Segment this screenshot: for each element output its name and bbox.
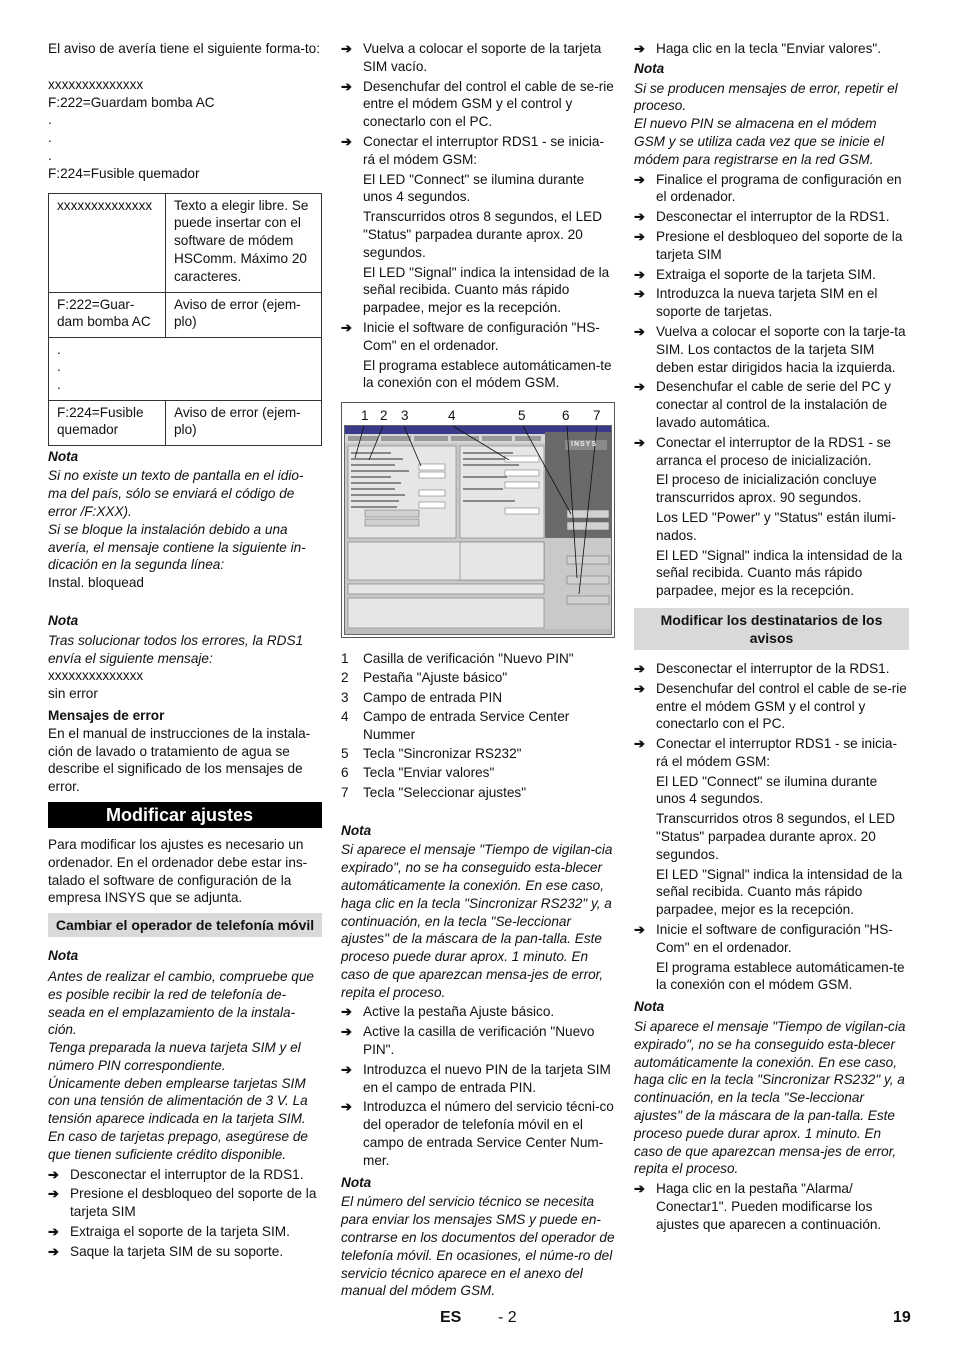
indented-text: El LED "Signal" indica la intensidad de la señal recibida. Cuanto más rápido parpadee, mejor es la recepción. [656, 866, 903, 918]
step-item [634, 735, 909, 771]
note-text: Únicamente deben emplearse tarjetas SIM con una tensión de alimentación de 3 V. La tensión aparece indicada en la tarjeta SIM. En caso de tarjetas prepago, asegúrese de que tienen suficiente crédito disponible. [48, 1075, 308, 1162]
table-row [49, 337, 322, 400]
step-text: Desenchufar del control el cable de se-rie entre el módem GSM y el control y conectarlo con el PC. [363, 78, 614, 130]
table-cell-key: . . . [49, 337, 322, 400]
format-line: F:224=Fusible quemador [48, 165, 200, 181]
software-window-drawing [345, 426, 612, 635]
arrow-icon: ➔ [341, 41, 352, 56]
intro-text: El aviso de avería tiene el siguiente forma-to: [48, 41, 321, 56]
section-intro: Para modificar los ajustes es necesario un ordenador. En el ordenador debe estar ins-talado el software de configuración de la empresa INSYS que se adjunta. [48, 836, 308, 906]
arrow-icon: ➔ [634, 228, 645, 244]
step-text: Vuelva a colocar el soporte de la tarjeta SIM vacío. [363, 41, 602, 74]
format-line: . [48, 147, 52, 163]
table-row [49, 292, 322, 337]
arrow-icon: ➔ [341, 1024, 352, 1040]
table-cell-desc: Aviso de error (ejem-plo) [166, 400, 322, 445]
table-cell-key: F:222=Guar-dam bomba AC [49, 292, 166, 337]
legend-text: Campo de entrada PIN [363, 689, 503, 705]
note-text: Si aparece el mensaje "Tiempo de vigilan-cia expirado", no se ha conseguido esta-blecer automáticamente la conexión. En ese caso, haga clic en la tecla "Sincronizar RS232" y, a continuación, en la tecla "Se-leccionar ajustes" de la máscara de la pan-talla. Este proceso puede durar aprox. 1 minuto. En caso de que aparezcan mensa-jes de error, repita el proceso. [341, 842, 613, 1000]
legend-number: 2 [341, 670, 349, 686]
table-cell-desc: Aviso de error (ejem-plo) [166, 292, 322, 337]
step-item [341, 1023, 615, 1059]
indented-text: El LED "Connect" se ilumina durante unos 4 segundos. [363, 171, 585, 205]
step-item [634, 208, 909, 226]
legend-number: 6 [341, 765, 349, 781]
error-format-table [48, 193, 322, 446]
step-text: Haga clic en la tecla "Enviar valores". [656, 41, 881, 56]
subsection-title: Modificar los destinatarios de los avisos [634, 608, 909, 650]
arrow-icon: ➔ [634, 323, 645, 339]
legend-item [341, 784, 615, 802]
column-3 [634, 40, 909, 1234]
note-plain-text: sin error [48, 686, 98, 702]
step-text: Introduzca el nuevo PIN de la tarjeta SIM en el campo de entrada PIN. [363, 1061, 611, 1095]
indented-text: El programa establece automáticamen-te la conexión con el módem GSM. [656, 959, 905, 993]
note-text: El número del servicio técnico se necesita para enviar los mensajes SMS y puede en-contrarse en los documentos del operador de telefonía móvil. En ocasiones, el núme-ro del servicio técnico aparece en el anexo del manual del módem GSM. [341, 1194, 615, 1299]
legend-text: Tecla "Sincronizar RS232" [363, 746, 522, 762]
arrow-icon: ➔ [634, 434, 645, 450]
legend-number: 4 [341, 709, 349, 725]
step-item [341, 133, 615, 169]
note-plain-text: Instal. bloquead [48, 575, 144, 591]
step-text: Introduzca el número del servicio técni-co del operador de telefonía móvil en el campo de entrada Service Center Num-mer. [363, 1099, 614, 1168]
note-text: Si aparece el mensaje "Tiempo de vigilan-cia expirado", no se ha conseguido esta-blecer automáticamente la conexión. En ese caso, haga clic en la tecla "Sincronizar RS232" y, a continuación, en la tecla "Se-leccionar ajustes" de la máscara de la pan-talla. Este proceso puede durar aprox. 1 minuto. En caso de que aparezcan mensa-jes de error, repita el proceso. [634, 1019, 906, 1177]
step-text: Extraiga el soporte de la tarjeta SIM. [656, 266, 876, 282]
indented-text: El LED "Connect" se ilumina durante unos 4 segundos. [656, 773, 878, 807]
arrow-icon: ➔ [634, 286, 645, 302]
step-text: Saque la tarjeta SIM de su soporte. [70, 1243, 284, 1259]
legend-text: Casilla de verificación "Nuevo PIN" [363, 651, 574, 667]
step-text: Desconectar el interruptor de la RDS1. [656, 209, 890, 225]
legend-number: 1 [341, 651, 349, 667]
format-line: xxxxxxxxxxxxxx [48, 76, 144, 92]
note-heading: Nota [341, 822, 372, 838]
legend-item [341, 689, 615, 707]
step-item [634, 680, 909, 733]
step-text: Inicie el software de configuración "HS-Com" en el ordenador. [363, 319, 600, 353]
step-text: Conectar el interruptor de la RDS1 - se arranca el proceso de inicialización. [656, 434, 891, 468]
legend-text: Tecla "Seleccionar ajustes" [363, 784, 527, 800]
arrow-icon: ➔ [634, 680, 645, 696]
step-item [341, 78, 615, 131]
legend-item [341, 669, 615, 687]
note-text: El nuevo PIN se almacena en el módem GSM y se utiliza cada vez que se inicie el módem para registrarse en la red GSM. [634, 116, 885, 167]
arrow-icon: ➔ [341, 1099, 352, 1115]
format-line: F:222=Guardam bomba AC [48, 94, 215, 110]
step-text: Desenchufar el cable de serie del PC y conectar al control de la instalación de lavado automática. [656, 379, 891, 430]
step-item [634, 378, 909, 431]
note-text: Tras solucionar todos los errores, la RDS1 envía el siguiente mensaje: [48, 632, 304, 666]
step-item [48, 1243, 322, 1261]
indented-text: Los LED "Power" y "Status" están ilumi-nados. [656, 509, 896, 543]
step-item [634, 285, 909, 321]
arrow-icon: ➔ [634, 379, 645, 395]
note-heading: Nota [341, 1174, 372, 1190]
legend-number: 5 [341, 746, 349, 762]
note-heading: Nota [634, 60, 665, 76]
step-text: Desenchufar del control el cable de se-rie entre el módem GSM y el control y conectarlo con el PC. [656, 680, 907, 732]
legend-item [341, 745, 615, 763]
step-item [634, 1180, 909, 1233]
step-item [341, 319, 615, 355]
step-text: Introduzca la nueva tarjeta SIM en el soporte de tarjetas. [656, 286, 878, 320]
software-screenshot-figure [341, 402, 615, 638]
figure-callout-number: 3 [401, 408, 409, 424]
table-row [49, 193, 322, 292]
step-item [634, 660, 909, 678]
figure-callout-number: 7 [593, 408, 601, 424]
legend-text: Pestaña "Ajuste básico" [363, 670, 508, 686]
section-title: Modificar ajustes [48, 802, 322, 828]
legend-item [341, 764, 615, 782]
figure-callout-number: 1 [361, 408, 369, 424]
arrow-icon: ➔ [634, 171, 645, 187]
footer-page-part-text: - 2 [498, 1309, 517, 1326]
arrow-icon: ➔ [341, 1004, 352, 1020]
step-text: Haga clic en la pestaña "Alarma/ Conectar1". Pueden modificarse los ajustes que aparecen a continuación. [656, 1181, 882, 1232]
step-item [634, 434, 909, 470]
step-item [48, 1185, 322, 1221]
step-item [341, 1098, 615, 1169]
note-heading: Nota [48, 948, 79, 964]
error-messages-text: En el manual de instrucciones de la instala-ción de lavado o tratamiento de agua se describe el significado de los mensajes de error. [48, 725, 311, 795]
arrow-icon: ➔ [341, 319, 352, 335]
legend-item [341, 708, 615, 744]
arrow-icon: ➔ [634, 922, 645, 938]
legend-item [341, 650, 615, 668]
step-text: Finalice el programa de configuración en el ordenador. [656, 171, 902, 205]
format-line: . [48, 130, 52, 146]
figure-callout-number: 6 [562, 408, 570, 424]
note-heading: Nota [48, 612, 79, 628]
arrow-icon: ➔ [48, 1166, 59, 1182]
column-1 [48, 40, 322, 1261]
figure-callout-number: 5 [518, 408, 526, 424]
note-text: Si se bloque la instalación debido a una avería, el mensaje contiene la siguiente in-dicación en la segunda línea: [48, 521, 306, 573]
note-text: Si se producen mensajes de error, repetir el proceso. [634, 80, 898, 114]
step-text: Presione el desbloqueo del soporte de la tarjeta SIM [70, 1186, 317, 1220]
software-logo: INSYS [571, 441, 598, 449]
step-item [341, 1061, 615, 1097]
step-item [634, 171, 909, 207]
arrow-icon: ➔ [634, 1181, 645, 1197]
figure-callout-number: 4 [448, 408, 456, 424]
step-text: Inicie el software de configuración "HS-Com" en el ordenador. [656, 922, 893, 955]
table-cell-key: xxxxxxxxxxxxxx [49, 193, 166, 292]
note-plain-text: xxxxxxxxxxxxxx [48, 668, 144, 684]
arrow-icon: ➔ [48, 1224, 59, 1240]
note-text: Si no existe un texto de pantalla en el idio-ma del país, sólo se enviará el código de error /F:XXX). [48, 468, 304, 519]
step-item [634, 266, 909, 284]
step-item [634, 921, 909, 957]
indented-text: El programa establece automáticamen-te la conexión con el módem GSM. [363, 357, 612, 391]
step-item [48, 1166, 322, 1184]
legend-text: Tecla "Enviar valores" [363, 765, 495, 781]
arrow-icon: ➔ [634, 266, 645, 282]
indented-text: El proceso de inicialización concluye transcurridos aprox. 90 segundos. [656, 472, 877, 506]
step-text: Desconectar el interruptor de la RDS1. [70, 1166, 304, 1182]
arrow-icon: ➔ [341, 133, 352, 149]
arrow-icon: ➔ [634, 736, 645, 752]
column-2 [341, 40, 615, 1300]
subsection-title: Cambiar el operador de telefonía móvil [48, 913, 322, 937]
arrow-icon: ➔ [634, 41, 645, 56]
indented-text: El LED "Signal" indica la intensidad de la señal recibida. Cuanto más rápido parpadee, mejor es la recepción. [656, 547, 903, 599]
step-item [634, 40, 909, 58]
format-line: . [48, 112, 52, 128]
step-item [634, 228, 909, 264]
step-text: Presione el desbloqueo del soporte de la tarjeta SIM [656, 228, 903, 262]
indented-text: Transcurridos otros 8 segundos, el LED "Status" parpadea durante aprox. 20 segundos. [656, 811, 896, 862]
footer-page-number: 19 [893, 1309, 911, 1326]
figure-callout-number: 2 [380, 408, 388, 424]
software-window-image [344, 425, 612, 635]
note-text: Tenga preparada la nueva tarjeta SIM y el número PIN correspondiente. [48, 1040, 301, 1073]
table-row [49, 400, 322, 445]
note-heading: Nota [634, 999, 665, 1015]
note-text: Antes de realizar el cambio, compruebe que es posible recibir la red de telefonía de-seada en el emplazamiento de la instala-ción. [48, 968, 314, 1038]
arrow-icon: ➔ [341, 78, 352, 94]
step-text: Extraiga el soporte de la tarjeta SIM. [70, 1224, 290, 1240]
arrow-icon: ➔ [48, 1243, 59, 1259]
legend-text: Campo de entrada Service Center Nummer [363, 709, 570, 742]
step-item [341, 1003, 615, 1021]
step-item [341, 40, 615, 76]
arrow-icon: ➔ [634, 209, 645, 225]
footer-page-part [498, 1309, 517, 1327]
legend-number: 3 [341, 689, 349, 705]
indented-text: Transcurridos otros 8 segundos, el LED "Status" parpadea durante aprox. 20 segundos. [363, 209, 603, 260]
step-item [48, 1223, 322, 1241]
step-item [634, 323, 909, 376]
arrow-icon: ➔ [48, 1186, 59, 1202]
footer-language: ES [440, 1309, 462, 1326]
step-text: Active la pestaña Ajuste básico. [363, 1004, 555, 1020]
step-text: Conectar el interruptor RDS1 - se inicia-rá el módem GSM: [656, 736, 898, 769]
legend-number: 7 [341, 784, 349, 800]
table-cell-desc: Texto a elegir libre. Se puede insertar con el software de módem HSComm. Máximo 20 caracteres. [166, 193, 322, 292]
step-text: Active la casilla de verificación "Nuevo PIN". [363, 1024, 595, 1058]
step-text: Vuelva a colocar el soporte con la tarje-ta SIM. Los contactos de la tarjeta SIM deben estar dirigidos hacia la izquierda. [656, 323, 906, 375]
indented-text: El LED "Signal" indica la intensidad de la señal recibida. Cuanto más rápido parpadee, mejor es la recepción. [363, 264, 610, 316]
arrow-icon: ➔ [341, 1061, 352, 1077]
error-messages-heading: Mensajes de error [48, 707, 165, 723]
note-heading: Nota [48, 448, 79, 464]
step-text: Desconectar el interruptor de la RDS1. [656, 660, 890, 676]
arrow-icon: ➔ [634, 660, 645, 676]
step-text: Conectar el interruptor RDS1 - se inicia-rá el módem GSM: [363, 133, 605, 167]
table-cell-key: F:224=Fusible quemador [49, 400, 166, 445]
